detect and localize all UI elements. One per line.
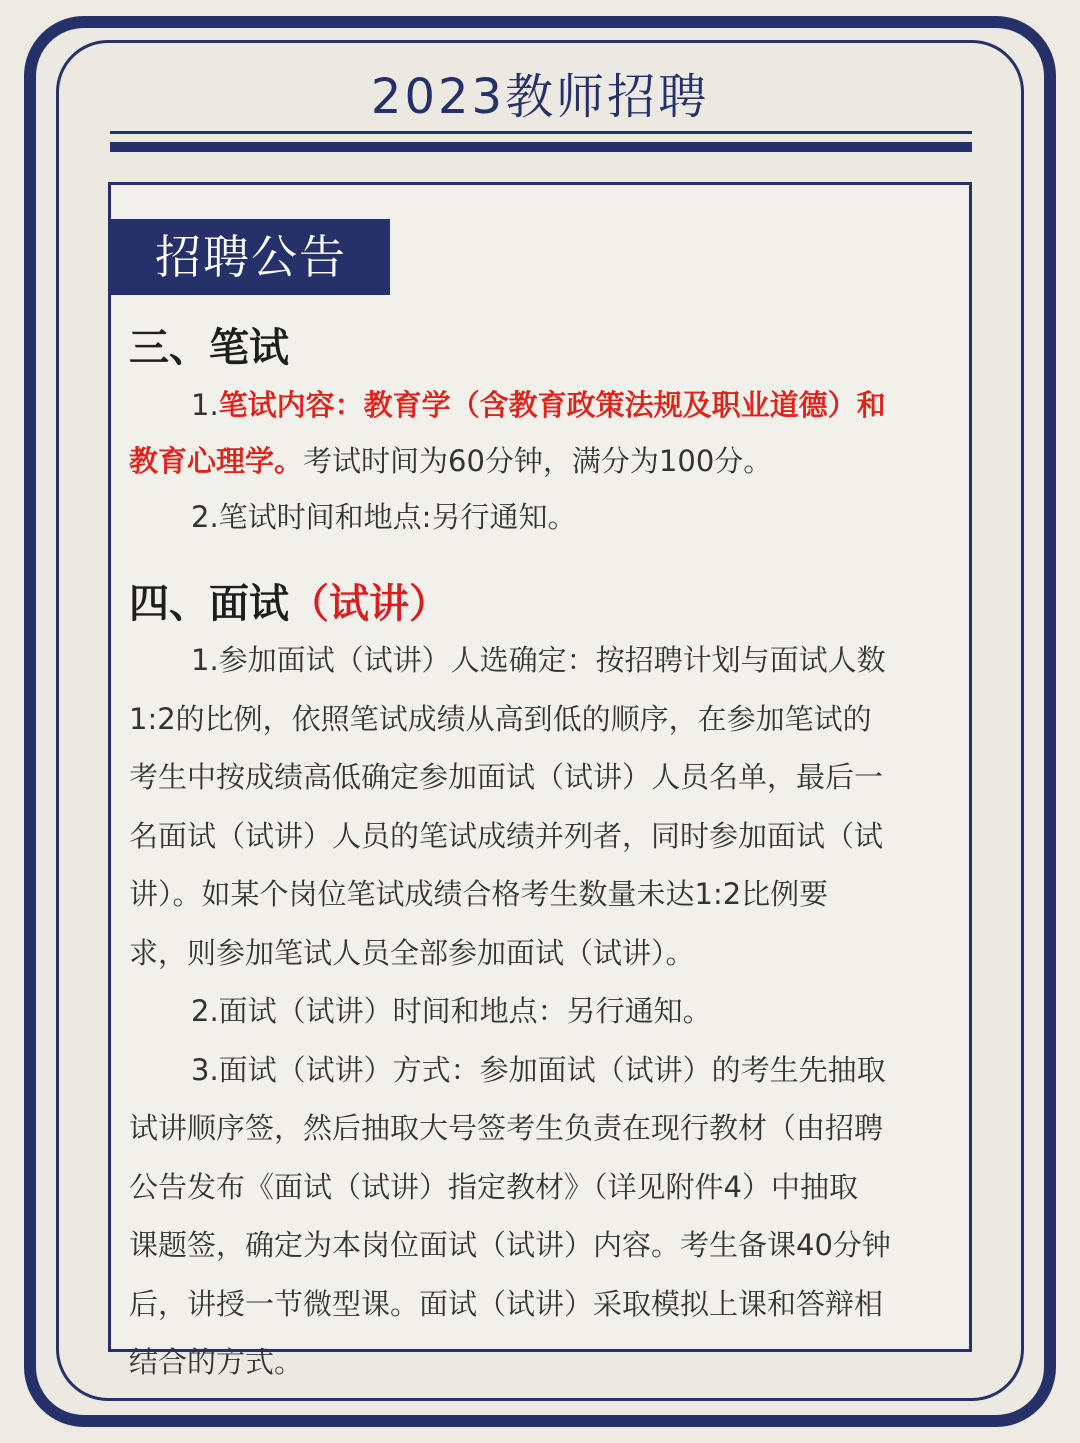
announcement-content bbox=[129, 322, 949, 1391]
title-divider-thick bbox=[110, 142, 972, 152]
section4-line: 3.面试（试讲）方式：参加面试（试讲）的考生先抽取 bbox=[191, 1052, 886, 1087]
section-tag: 招聘公告 bbox=[111, 219, 390, 295]
section4-line: 结合的方式。 bbox=[129, 1345, 304, 1379]
section4-line: 求，则参加笔试人员全部参加面试（试讲）。 bbox=[129, 935, 695, 970]
page-title: 2023教师招聘 bbox=[370, 69, 710, 125]
section4-line: 后，讲授一节微型课。面试（试讲）采取模拟上课和答辩相 bbox=[129, 1286, 884, 1321]
section4-heading bbox=[129, 578, 949, 630]
section4-line: 讲）。如某个岗位笔试成绩合格考生数量未达1:2比例要 bbox=[129, 877, 829, 911]
section4-line: 试讲顺序签，然后抽取大号签考生负责在现行教材（由招聘 bbox=[129, 1111, 884, 1145]
section4-heading-text: 四、面试 bbox=[129, 581, 289, 627]
section3-item1-cont bbox=[129, 436, 949, 486]
section3-item1-highlight-cont: 教育心理学。 bbox=[129, 444, 304, 478]
section4-line: 2.面试（试讲）时间和地点：另行通知。 bbox=[191, 994, 712, 1028]
section4-line: 1:2的比例，依照笔试成绩从高到低的顺序，在参加笔试的 bbox=[129, 701, 872, 736]
section3-item1-number: 1. bbox=[191, 388, 219, 422]
section4-heading-highlight: （试讲） bbox=[289, 581, 449, 627]
section4-line: 公告发布《面试（试讲）指定教材》（详见附件4）中抽取 bbox=[129, 1169, 858, 1204]
section4-line: 1.参加面试（试讲）人选确定：按招聘计划与面试人数 bbox=[191, 643, 886, 677]
section3-item1 bbox=[129, 380, 949, 430]
section4-line: 考生中按成绩高低确定参加面试（试讲）人员名单，最后一 bbox=[129, 760, 884, 794]
title-divider-thin bbox=[110, 131, 972, 134]
section4-line: 名面试（试讲）人员的笔试成绩并列者，同时参加面试（试 bbox=[129, 818, 884, 853]
section3-item2: 2.笔试时间和地点:另行通知。 bbox=[191, 500, 577, 534]
section3-item1-highlight: 笔试内容：教育学（含教育政策法规及职业道德）和 bbox=[218, 388, 886, 422]
section3-item1-detail: 考试时间为60分钟，满分为100分。 bbox=[303, 444, 773, 478]
section3-heading: 三、笔试 bbox=[129, 325, 289, 371]
section4-line: 课题签，确定为本岗位面试（试讲）内容。考生备课40分钟 bbox=[129, 1228, 891, 1262]
